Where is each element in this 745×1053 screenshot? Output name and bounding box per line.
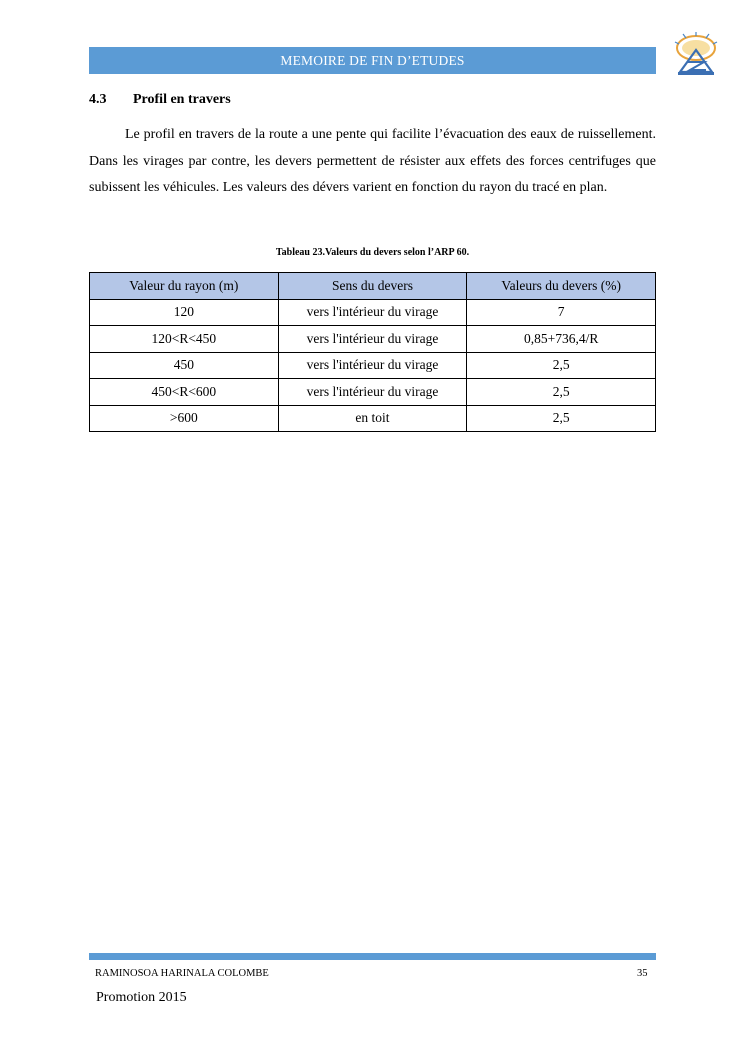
table-cell: 450<R<600	[90, 379, 279, 406]
table-cell: 7	[467, 299, 656, 326]
table-row	[90, 326, 656, 353]
devers-table	[89, 272, 656, 432]
table-cell: 0,85+736,4/R	[467, 326, 656, 353]
table-cell: 2,5	[467, 405, 656, 432]
footer-promotion: Promotion 2015	[96, 990, 187, 1005]
school-emblem-icon	[672, 32, 720, 78]
column-header-rayon: Valeur du rayon (m)	[90, 273, 279, 300]
page-header-title: MEMOIRE DE FIN D’ETUDES	[89, 47, 656, 74]
table-cell: 2,5	[467, 352, 656, 379]
body-paragraph: Le profil en travers de la route a une pente qui facilite l’évacuation des eaux de ruissellement. Dans les virages par contre, les devers permettent de résister aux effets des forces centrifuges que subissent les véhicules. Les valeurs des dévers varient en fonction du rayon du tracé en plan.	[89, 127, 656, 195]
section-number: 4.3	[89, 92, 107, 107]
table-cell: en toit	[278, 405, 467, 432]
column-header-valeurs: Valeurs du devers (%)	[467, 273, 656, 300]
section-heading	[89, 92, 231, 108]
section-title: Profil en travers	[133, 92, 231, 107]
table-header-row	[90, 273, 656, 300]
table-cell: 120	[90, 299, 279, 326]
column-header-sens: Sens du devers	[278, 273, 467, 300]
table-cell: vers l'intérieur du virage	[278, 379, 467, 406]
footer-author: RAMINOSOA HARINALA COLOMBE	[95, 968, 269, 979]
table-row	[90, 379, 656, 406]
table-cell: vers l'intérieur du virage	[278, 352, 467, 379]
table-row	[90, 405, 656, 432]
page-number: 35	[637, 968, 648, 979]
table-cell: 450	[90, 352, 279, 379]
table-row	[90, 299, 656, 326]
table-cell: vers l'intérieur du virage	[278, 299, 467, 326]
table-row	[90, 352, 656, 379]
table-cell: 2,5	[467, 379, 656, 406]
footer-divider	[89, 953, 656, 960]
table-cell: 120<R<450	[90, 326, 279, 353]
table-caption: Tableau 23.Valeurs du devers selon l’ARP 60.	[275, 247, 470, 258]
table-cell: vers l'intérieur du virage	[278, 326, 467, 353]
table-cell: >600	[90, 405, 279, 432]
